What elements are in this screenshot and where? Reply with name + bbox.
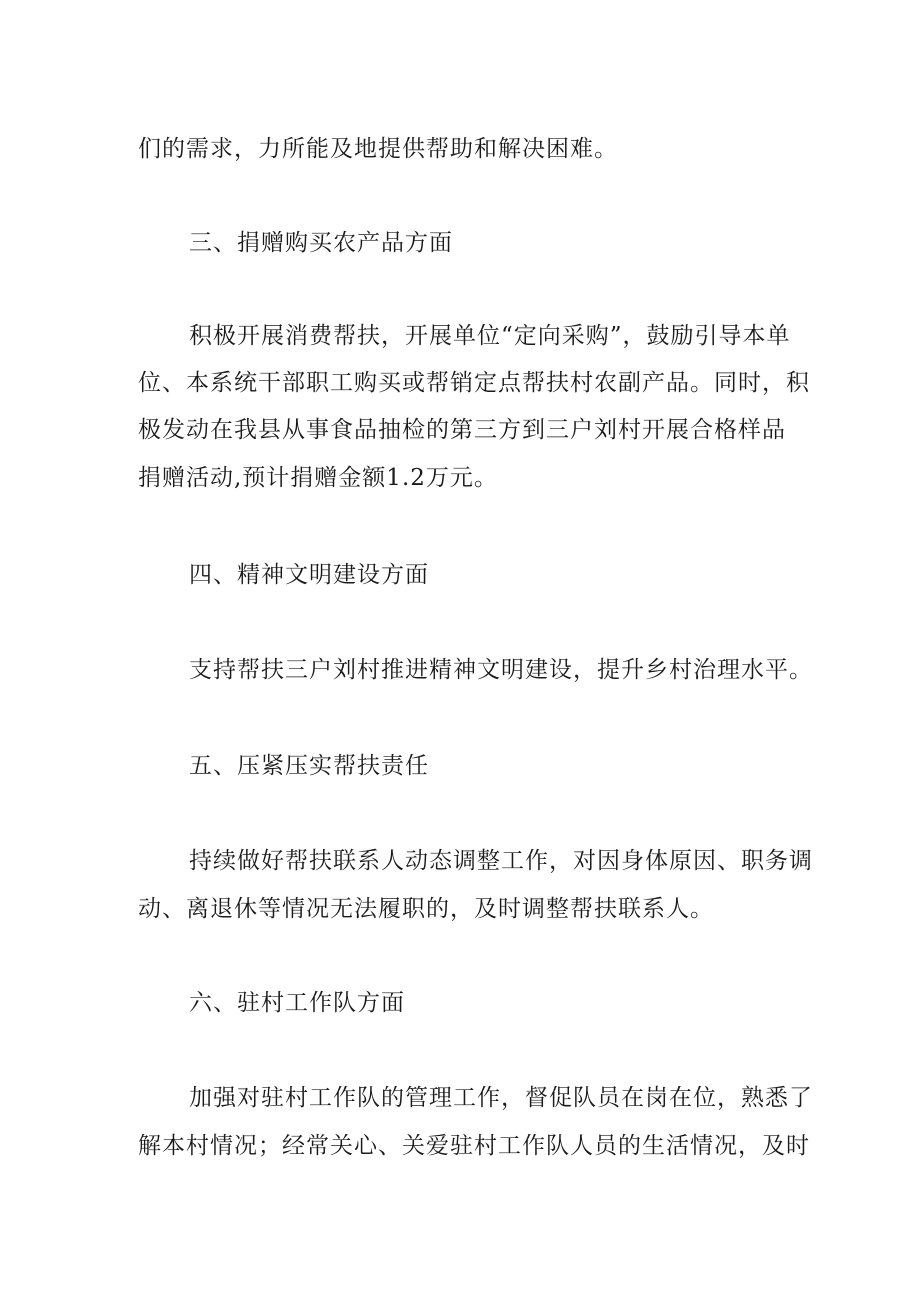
paragraph-line: 捐赠活动,预计捐赠金额1.2万元。 xyxy=(138,465,498,491)
paragraph-line: 持续做好帮扶联系人动态调整工作，对因身体原因、职务调 xyxy=(189,848,813,874)
paragraph-line: 解本村情况；经常关心、关爱驻村工作队人员的生活情况，及时 xyxy=(138,1133,810,1159)
paragraph-line: 极发动在我县从事食品抽检的第三方到三户刘村开展合格样品 xyxy=(138,417,786,443)
section-heading-6: 六、驻村工作队方面 xyxy=(189,990,405,1016)
paragraph-line: 位、本系统干部职工购买或帮销定点帮扶村农副产品。同时，积 xyxy=(138,370,810,396)
section-heading-4: 四、精神文明建设方面 xyxy=(189,562,429,588)
paragraph-line: 积极开展消费帮扶，开展单位“定向采购”，鼓励引导本单 xyxy=(189,323,791,349)
paragraph-line: 加强对驻村工作队的管理工作，督促队员在岗在位，熟悉了 xyxy=(189,1085,813,1111)
paragraph-line: 支持帮扶三户刘村推进精神文明建设，提升乡村治理水平。 xyxy=(189,657,813,683)
paragraph-line: 们的需求，力所能及地提供帮助和解决困难。 xyxy=(138,136,618,162)
section-heading-5: 五、压紧压实帮扶责任 xyxy=(189,753,429,779)
section-heading-3: 三、捐赠购买农产品方面 xyxy=(189,230,453,256)
paragraph-line: 动、离退休等情况无法履职的，及时调整帮扶联系人。 xyxy=(138,896,714,922)
